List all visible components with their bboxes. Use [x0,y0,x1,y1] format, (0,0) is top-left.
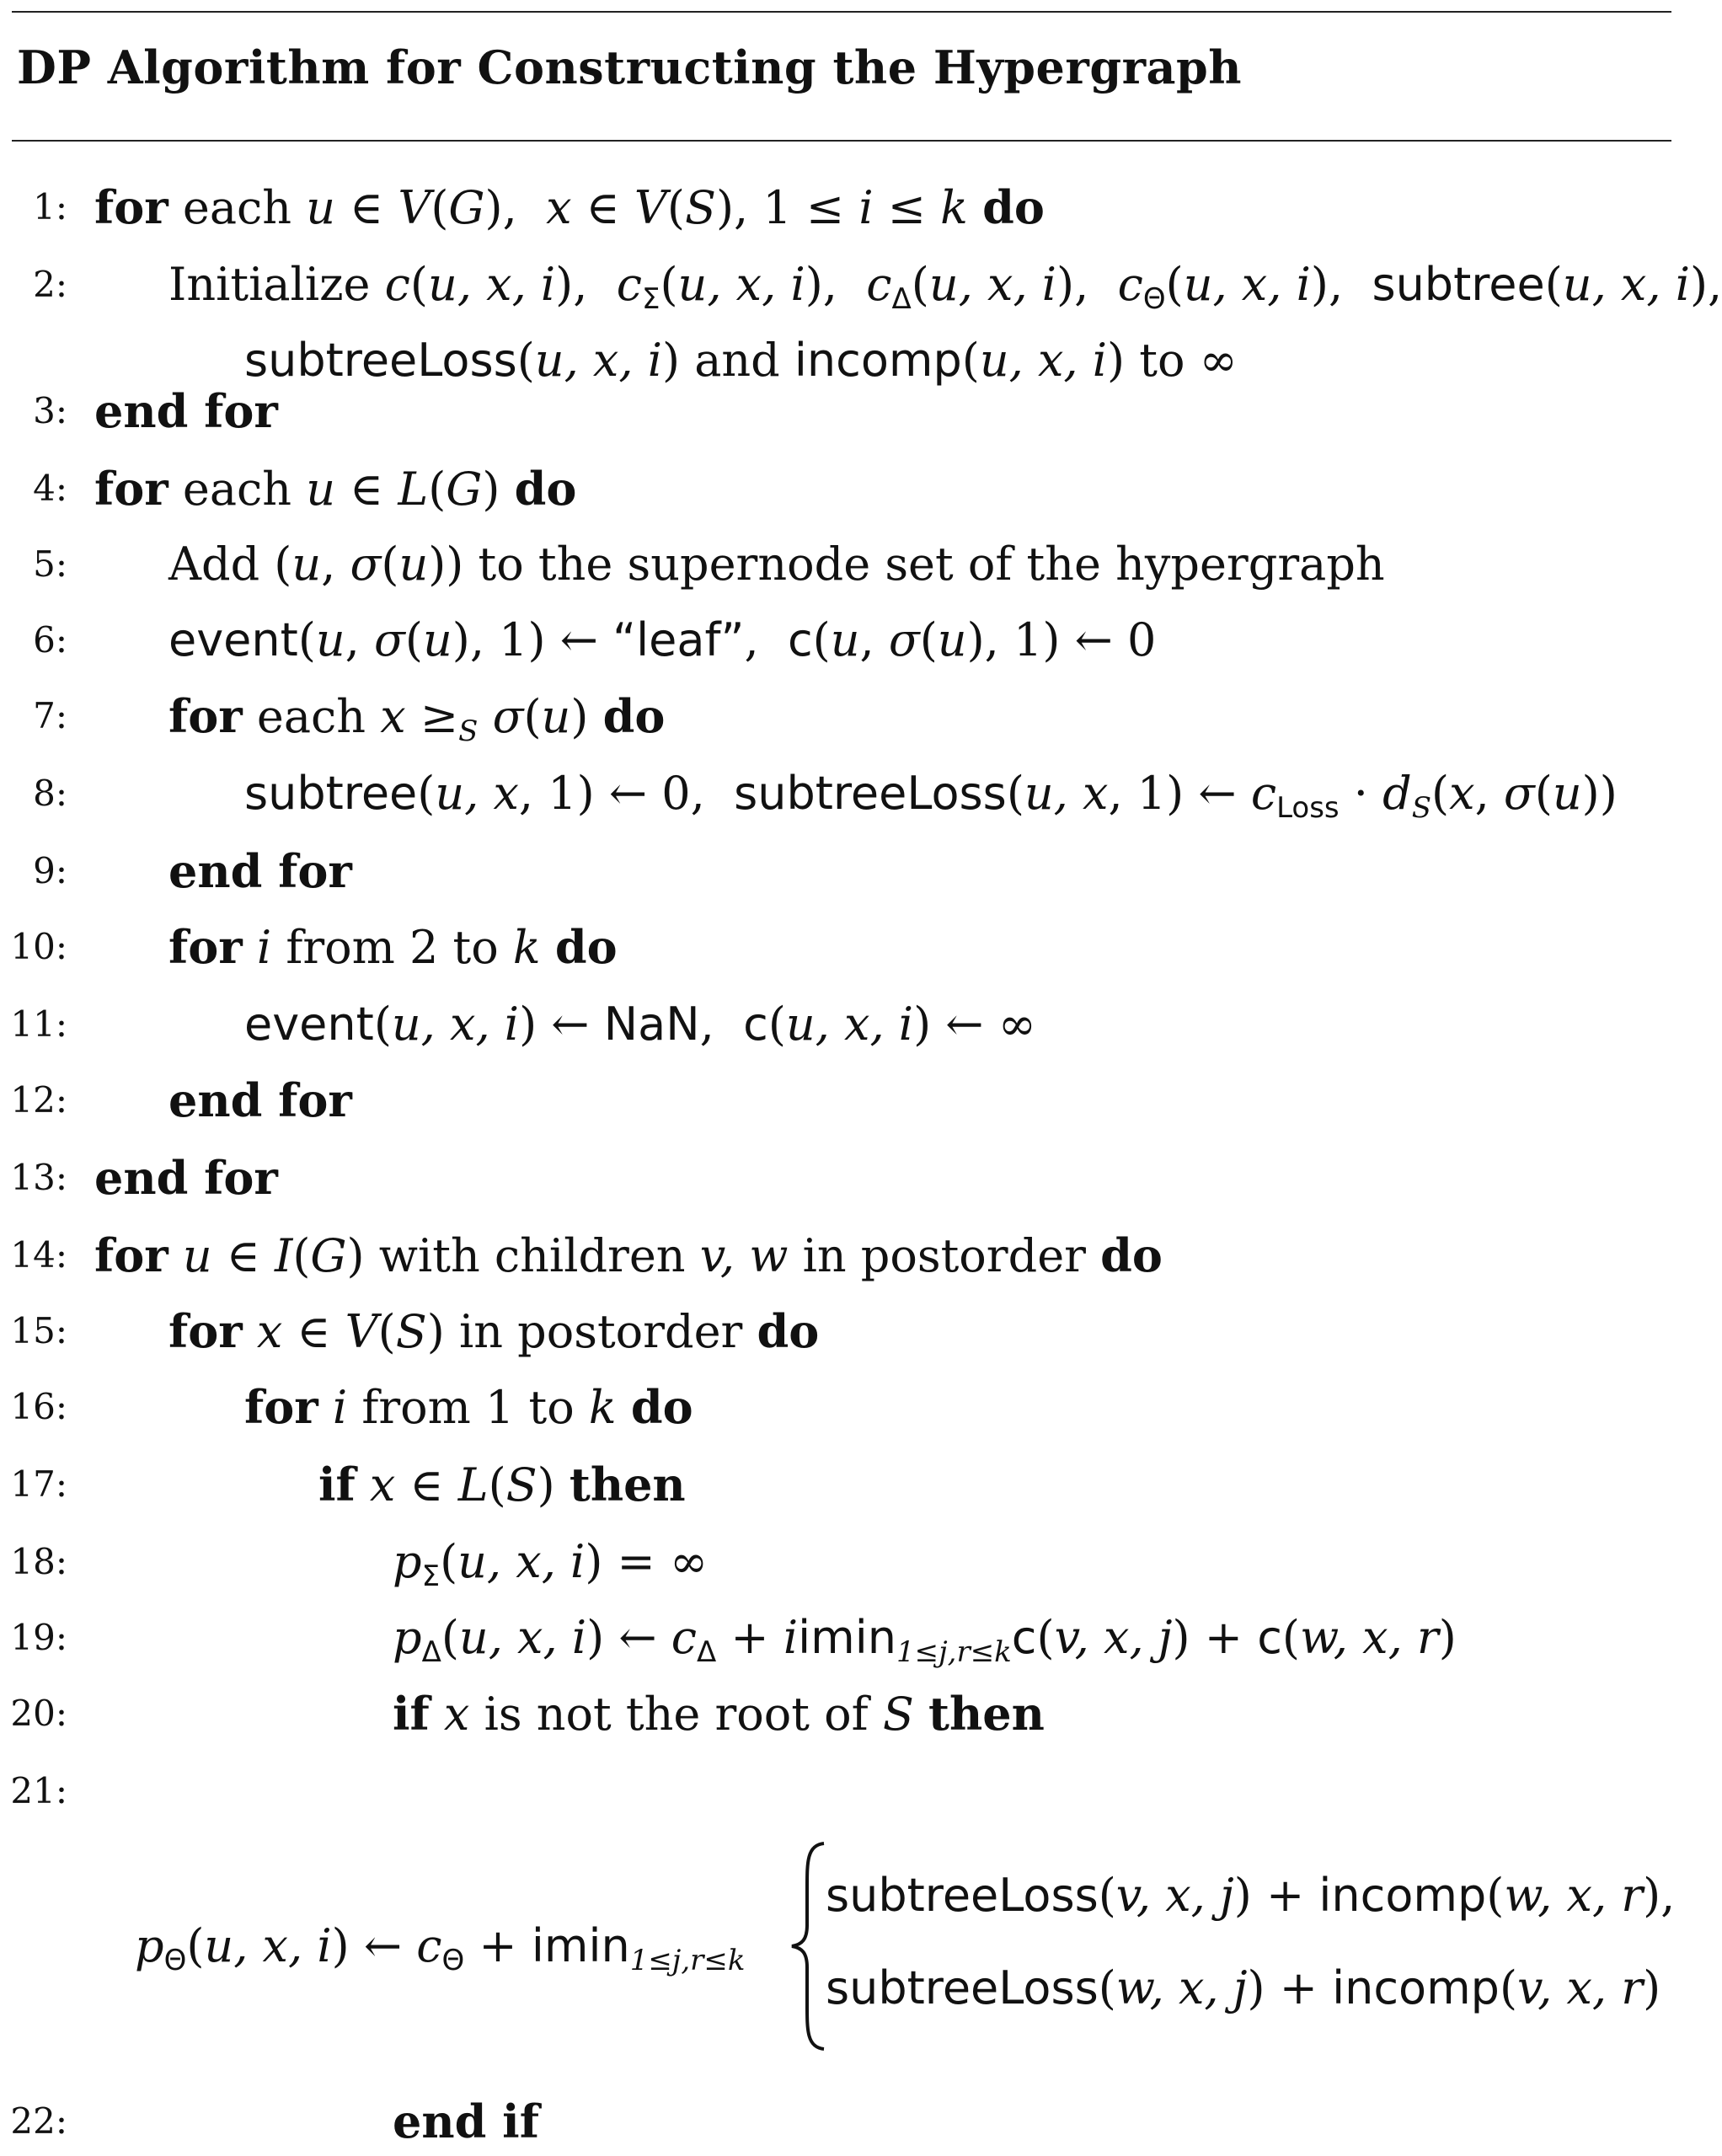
line-content: end for [94,384,278,438]
line-content: if x is not the root of S then [393,1687,1045,1741]
line-content: for u ∈ I(G) with children v, w in postorder do [94,1228,1163,1282]
case-1: subtreeLoss(v, x, j) + incomp(w, x, r), [826,1869,1676,1922]
line-content: subtree(u, x, 1) ← 0, subtreeLoss(u, x, 1) ← cLoss · $d_S(x$, σ(u)) [244,767,1618,825]
line-content: Initialize c(u, x, i), cΣ(u, x, i), cΔ(u, x, i), cΘ(u, x, i), subtree(u, x, i), [168,258,1722,316]
line-number: 9: [33,850,67,891]
display-equation [135,1837,1676,2056]
line-number: 3: [33,390,67,431]
line-number: 15: [10,1310,67,1351]
line-content: for each u ∈ V(G), x ∈ V(S), 1 ≤ i ≤ k do [94,180,1045,234]
line-number: 18: [10,1541,67,1582]
line-number: 6: [33,619,67,661]
title-rule [12,140,1671,142]
line-content: pΔ(u, x, i) ← cΔ + iimin$_{1\le j,r\le k}$c(v, x, j) + c(w, x, r) [393,1611,1457,1669]
equation-lhs: pΘ(u, x, i) ← cΘ + imin$_{1\le j,r\le k}$ [135,1919,746,1977]
line-number: 12: [10,1079,67,1121]
line-number: 4: [33,468,67,509]
algorithm-title: DP Algorithm for Constructing the Hypergraph [17,40,1243,94]
line-number: 1: [33,186,67,227]
line-number: 22: [10,2100,67,2142]
line-number: 16: [10,1386,67,1427]
line-content: for each $x \ge_S$ σ(u) do [168,689,666,748]
line-number: 13: [10,1157,67,1198]
line-content: subtreeLoss(u, x, i) and incomp(u, x, i) to ∞ [244,334,1238,387]
top-rule [12,11,1671,13]
case-2: subtreeLoss(w, x, j) + incomp(v, x, r) [826,1961,1661,2014]
line-content: event(u, x, i) ← NaN, c(u, x, i) ← ∞ [244,998,1036,1051]
line-content: if x ∈ L(S) then [318,1458,686,1511]
line-number: 20: [10,1693,67,1734]
line-content: for i from 1 to k do [244,1380,693,1434]
line-content: for each u ∈ L(G) do [94,462,577,516]
line-content: end if [393,2094,539,2148]
line-number: 2: [33,264,67,305]
line-content: Add (u, σ(u)) to the supernode set of the hypergraph [168,538,1385,591]
line-content: end for [168,844,352,898]
line-number: 7: [33,695,67,736]
line-content: for x ∈ V(S) in postorder do [168,1304,820,1358]
line-number: 14: [10,1234,67,1276]
line-number: 17: [10,1463,67,1505]
line-content: for i from 2 to k do [168,920,618,974]
line-number: 21: [10,1770,67,1811]
line-content: end for [168,1073,352,1127]
line-number: 10: [10,926,67,967]
line-number: 19: [10,1617,67,1658]
line-number: 5: [33,543,67,585]
line-content: pΣ(u, x, i) = ∞ [393,1535,708,1593]
line-number: 8: [33,773,67,814]
line-content: end for [94,1151,278,1205]
line-number: 11: [10,1003,67,1045]
line-content: event(u, σ(u), 1) ← “leaf”, c(u, σ(u), 1) ← 0 [168,613,1157,666]
